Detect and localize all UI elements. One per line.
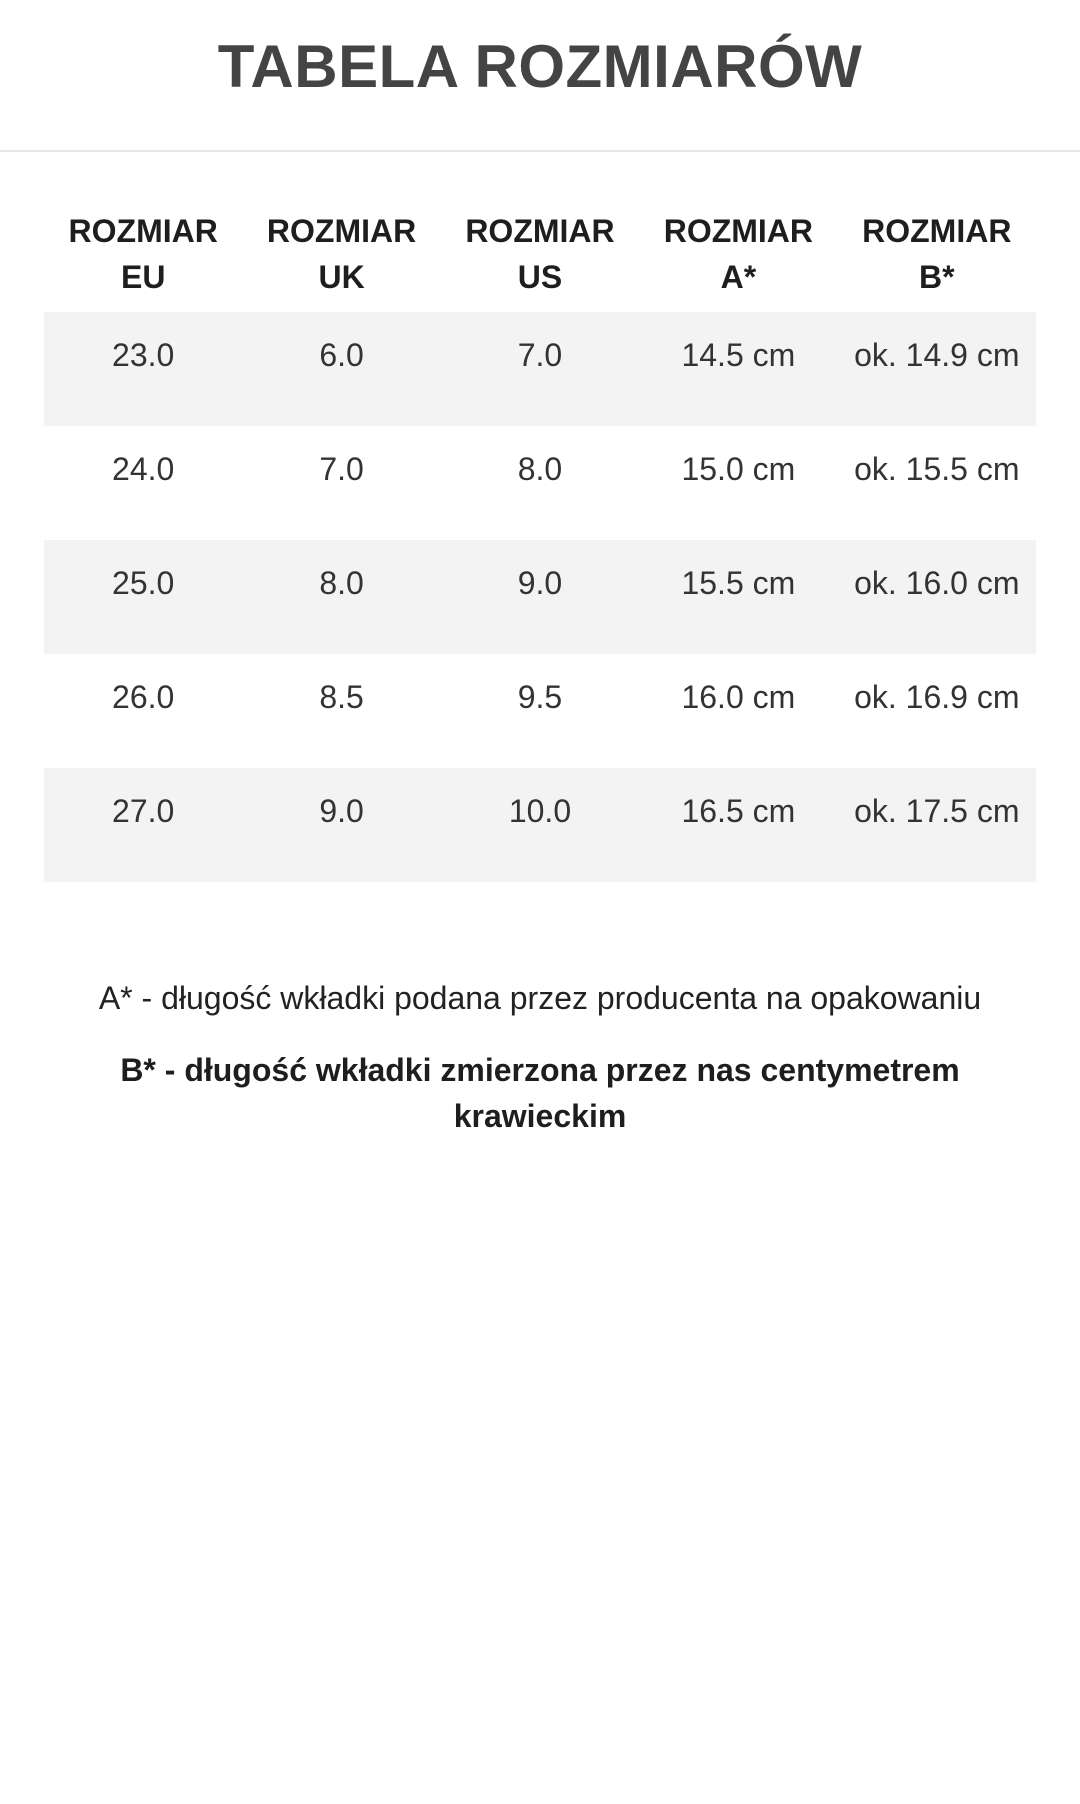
cell-b: ok. 14.9 cm (838, 312, 1036, 426)
table-row (44, 426, 1036, 540)
page-title: TABELA ROZMIARÓW (217, 33, 863, 100)
cell-a: 14.5 cm (639, 312, 837, 426)
column-header-a (639, 200, 837, 312)
column-header-b (838, 200, 1036, 312)
cell-uk: 8.5 (319, 679, 364, 715)
cell-eu: 24.0 (112, 451, 175, 487)
cell-eu: 27.0 (44, 768, 242, 882)
footnote-a: A* - długość wkładki podana przez producenta na opakowaniu (98, 980, 982, 1016)
table-row (44, 312, 1036, 426)
cell-eu: 26.0 (112, 679, 175, 715)
column-header-line: ROZMIAR (68, 213, 218, 249)
cell-a: 16.5 cm (639, 768, 837, 882)
cell-uk: 7.0 (319, 451, 364, 487)
footnotes (0, 975, 1080, 1139)
footnote-b: B* - długość wkładki zmierzona przez nas centymetrem krawieckim (120, 1052, 960, 1134)
cell-eu: 23.0 (44, 312, 242, 426)
cell-uk: 6.0 (242, 312, 440, 426)
column-header-eu (44, 200, 242, 312)
column-header-line: ROZMIAR (266, 213, 417, 249)
column-header-line: EU (120, 259, 166, 295)
cell-uk: 8.0 (242, 540, 440, 654)
cell-b: ok. 17.5 cm (838, 768, 1036, 882)
column-header-us (441, 200, 639, 312)
cell-us: 9.0 (441, 540, 639, 654)
column-header-line: ROZMIAR (663, 213, 814, 249)
column-header-line: US (517, 259, 563, 295)
cell-us: 10.0 (441, 768, 639, 882)
column-header-line: UK (318, 259, 365, 295)
cell-b: ok. 16.9 cm (854, 679, 1020, 715)
cell-us: 8.0 (517, 451, 563, 487)
column-header-uk (242, 200, 440, 312)
size-table (44, 200, 1036, 882)
cell-us: 7.0 (441, 312, 639, 426)
column-header-line: ROZMIAR (465, 213, 615, 249)
cell-a: 16.0 cm (681, 679, 796, 715)
table-row (44, 654, 1036, 768)
cell-eu: 25.0 (44, 540, 242, 654)
cell-us: 9.5 (517, 679, 563, 715)
cell-a: 15.0 cm (681, 451, 796, 487)
column-header-line: B* (919, 259, 955, 295)
cell-b: ok. 15.5 cm (854, 451, 1020, 487)
cell-uk: 9.0 (242, 768, 440, 882)
table-header-row (44, 200, 1036, 312)
cell-b: ok. 16.0 cm (838, 540, 1036, 654)
column-header-line: ROZMIAR (862, 213, 1012, 249)
cell-a: 15.5 cm (639, 540, 837, 654)
table-row (44, 768, 1036, 882)
header-divider (0, 150, 1080, 152)
column-header-line: A* (720, 259, 757, 295)
table-row (44, 540, 1036, 654)
